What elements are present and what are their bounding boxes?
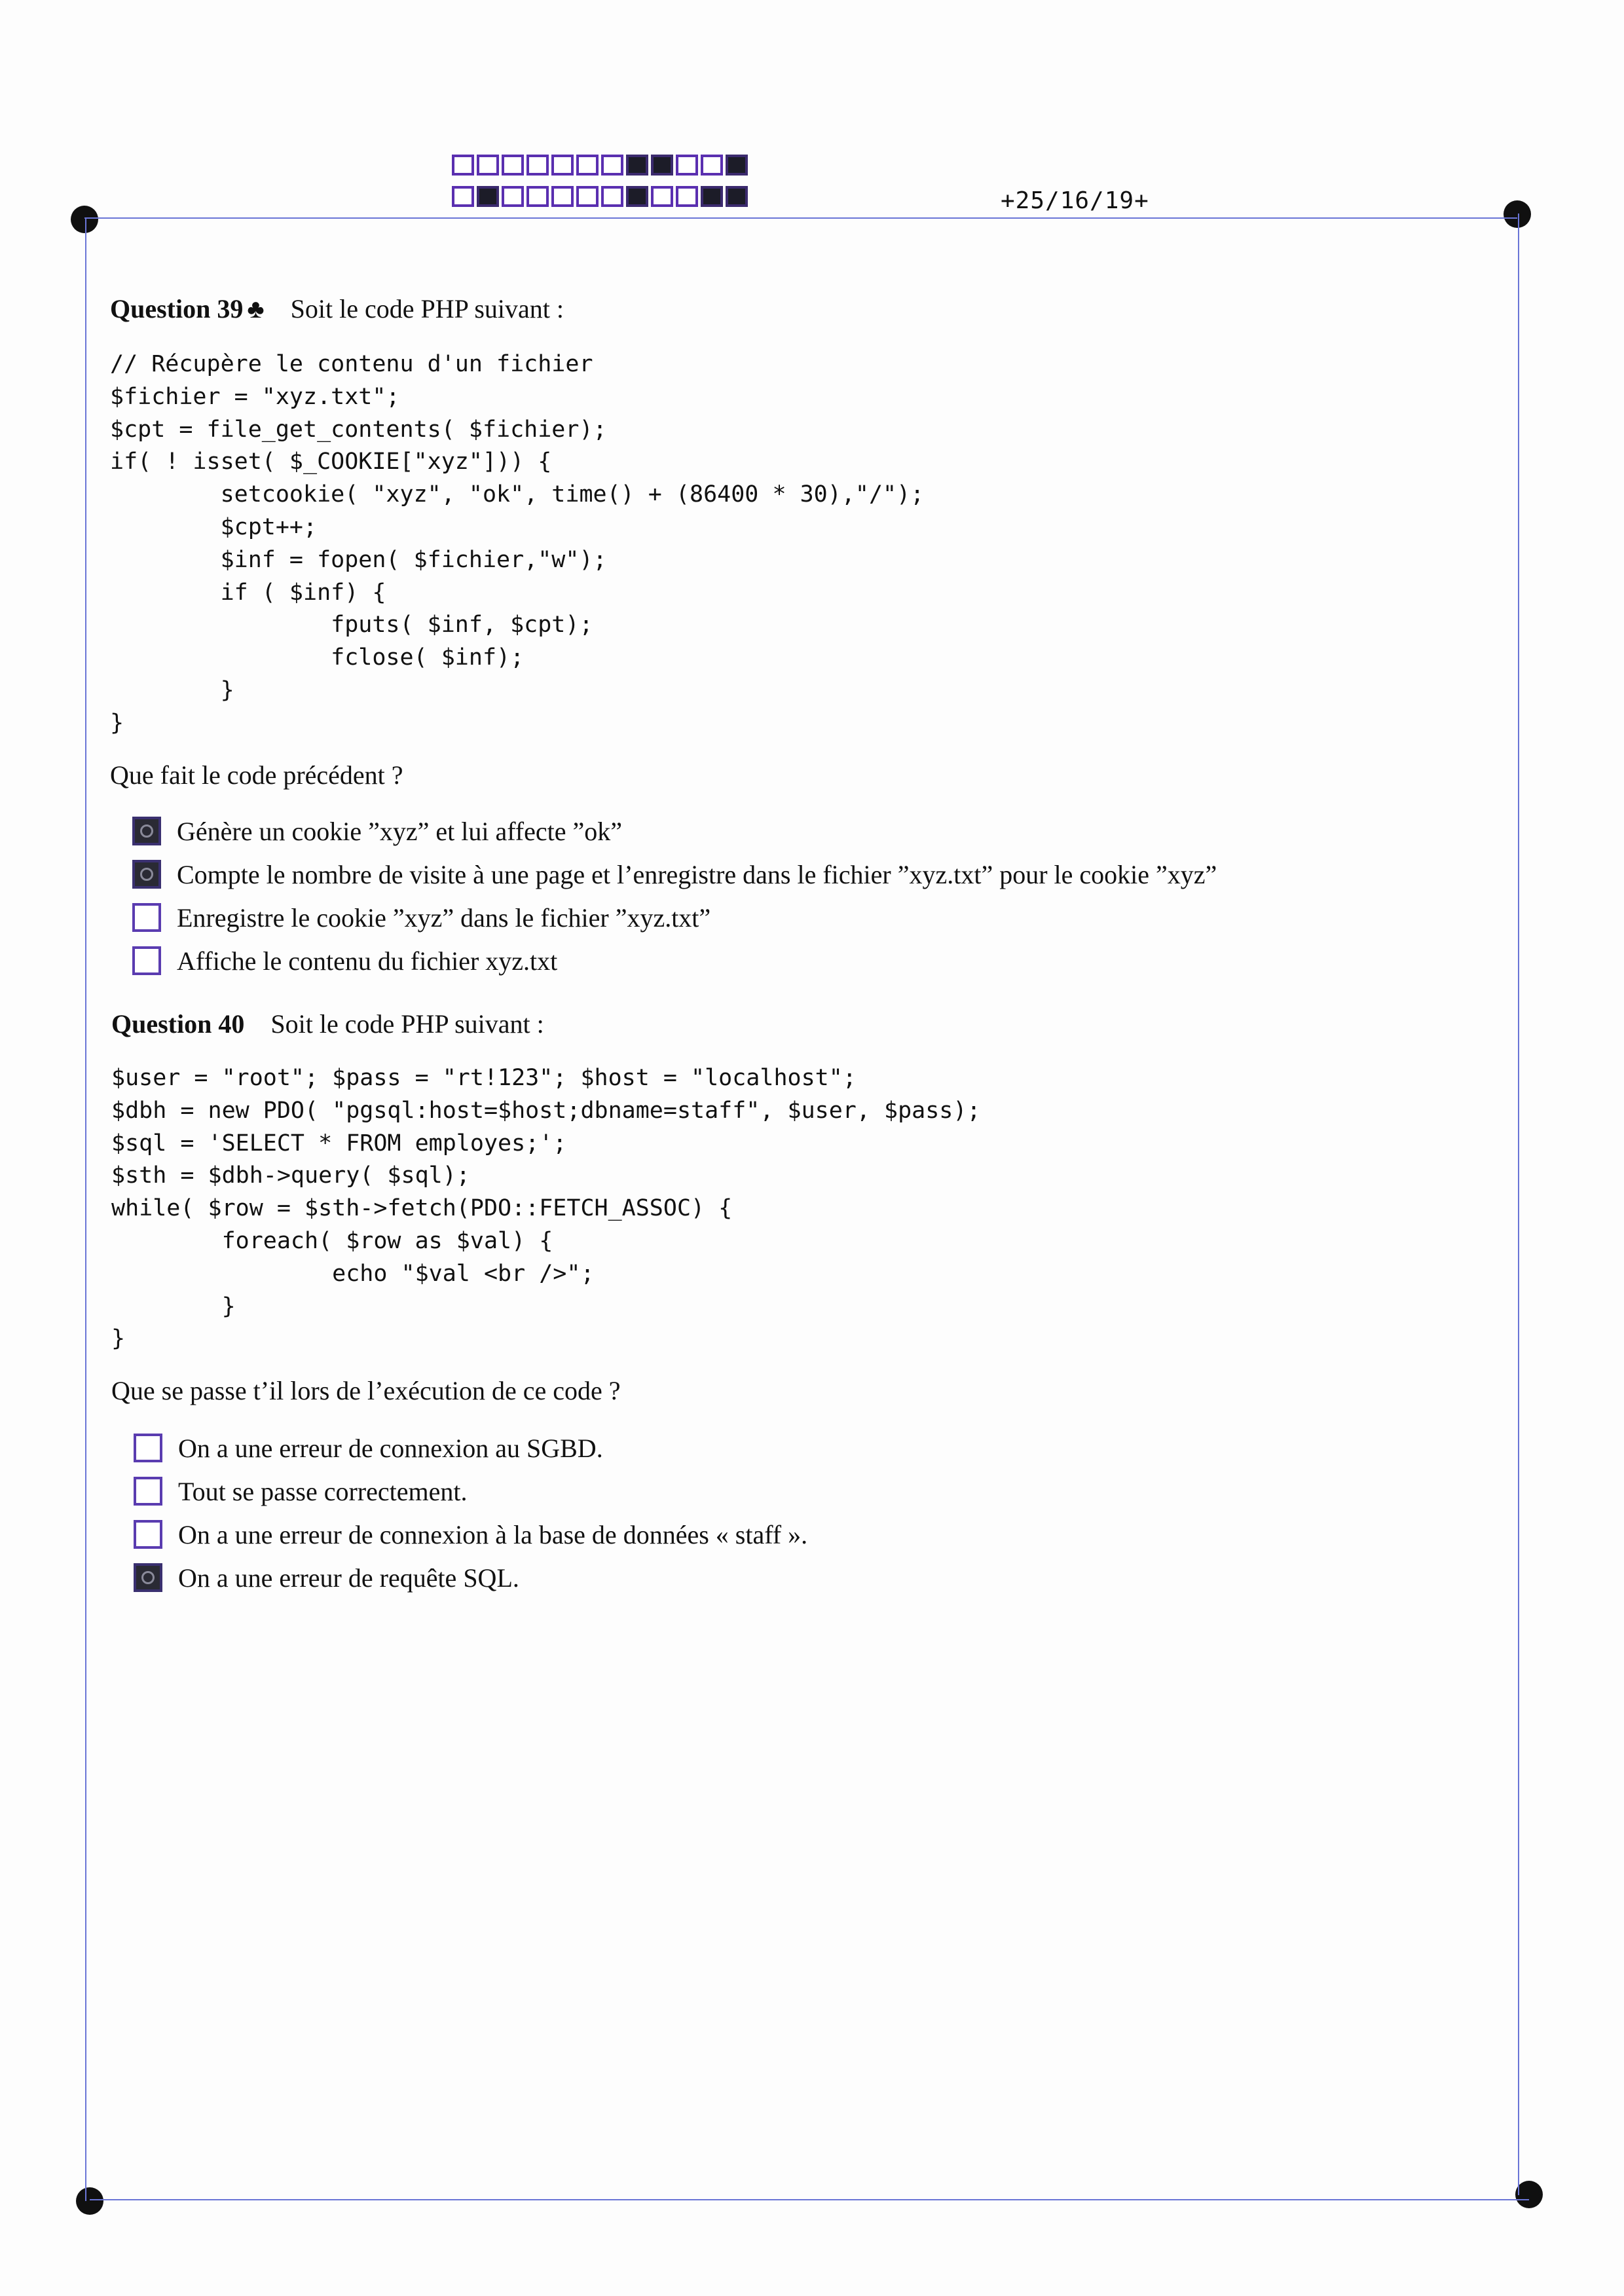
corner-mark-bottom-left xyxy=(76,2187,103,2215)
code-cell xyxy=(502,155,524,176)
code-cell xyxy=(452,155,474,176)
question-39-intro: Soit le code PHP suivant : xyxy=(290,294,564,324)
answer-option[interactable] xyxy=(134,1426,807,1470)
answer-label: Affiche le contenu du fichier xyz.txt xyxy=(177,946,558,976)
frame-left-line xyxy=(85,219,86,2201)
answer-label: Enregistre le cookie ”xyz” dans le fichier ”xyz.txt” xyxy=(177,902,711,933)
answer-option[interactable] xyxy=(134,1513,807,1556)
answer-label: Génère un cookie ”xyz” et lui affecte ”ok” xyxy=(177,816,622,846)
binary-code-row-top xyxy=(452,155,748,176)
question-40-heading xyxy=(111,1009,544,1039)
code-cell xyxy=(701,186,723,207)
binary-code-row-bottom xyxy=(452,186,748,207)
frame-right-line xyxy=(1518,213,1519,2195)
code-cell xyxy=(651,155,673,176)
answer-label: Compte le nombre de visite à une page et l’enregistre dans le fichier ”xyz.txt” pour le cookie ”xyz” xyxy=(177,859,1217,889)
question-40-intro: Soit le code PHP suivant : xyxy=(270,1009,544,1039)
answer-option[interactable] xyxy=(132,939,1217,982)
code-cell xyxy=(626,186,648,207)
code-cell xyxy=(726,186,748,207)
code-cell xyxy=(601,155,623,176)
code-cell xyxy=(477,155,499,176)
question-39-heading xyxy=(110,293,564,324)
code-cell xyxy=(526,155,549,176)
code-cell xyxy=(526,186,549,207)
corner-mark-top-left xyxy=(71,206,98,233)
answer-label: On a une erreur de connexion au SGBD. xyxy=(178,1433,603,1463)
checkbox[interactable] xyxy=(132,946,161,975)
code-cell xyxy=(651,186,673,207)
code-cell xyxy=(601,186,623,207)
code-cell xyxy=(626,155,648,176)
code-cell xyxy=(452,186,474,207)
answer-option[interactable] xyxy=(132,853,1217,896)
corner-mark-bottom-right xyxy=(1515,2181,1543,2208)
club-icon: ♣ xyxy=(247,294,265,324)
sheet-id: +25/16/19+ xyxy=(1001,187,1149,214)
answer-option[interactable] xyxy=(134,1556,807,1599)
code-cell xyxy=(676,186,698,207)
answer-label: Tout se passe correctement. xyxy=(178,1476,468,1506)
answer-option[interactable] xyxy=(132,809,1217,853)
question-40-answers xyxy=(134,1426,807,1599)
question-39-code: // Récupère le contenu d'un fichier $fichier = "xyz.txt"; $cpt = file_get_contents( $fichier); if( ! isset( $_COOKIE["xyz"])) { setcookie( "xyz", "ok", time() + (86400 * 30),"/"); $cpt++; $inf = fopen( $fichier,"w"); if ( $inf) { fputs( $inf, $cpt); fclose( $inf); } } xyxy=(110,351,925,736)
checked-checkbox[interactable] xyxy=(132,817,161,845)
code-cell xyxy=(551,186,574,207)
code-cell xyxy=(576,155,599,176)
frame-bottom-line xyxy=(90,2199,1529,2200)
question-40-code: $user = "root"; $pass = "rt!123"; $host = "localhost"; $dbh = new PDO( "pgsql:host=$host;dbname=staff", $user, $pass); $sql = 'SELECT * FROM employes;'; $sth = $dbh->query( $sql); while( $row = $sth->fetch(PDO::FETCH_ASSOC) { foreach( $row as $val) { echo "$val <br />"; } } xyxy=(111,1065,981,1352)
code-cell xyxy=(576,186,599,207)
code-cell xyxy=(726,155,748,176)
answer-label: On a une erreur de connexion à la base de données « staff ». xyxy=(178,1519,808,1549)
answer-label: On a une erreur de requête SQL. xyxy=(178,1563,519,1593)
checked-checkbox[interactable] xyxy=(132,860,161,889)
question-39-answers xyxy=(132,809,1217,982)
answer-option[interactable] xyxy=(132,896,1217,939)
corner-mark-top-right xyxy=(1504,200,1531,228)
checkbox[interactable] xyxy=(134,1434,162,1462)
question-40-title: Question 40 xyxy=(111,1009,245,1039)
checkbox[interactable] xyxy=(134,1520,162,1549)
question-39-title: Question 39 xyxy=(110,294,244,324)
frame-top-line xyxy=(84,217,1517,219)
answer-option[interactable] xyxy=(134,1470,807,1513)
code-cell xyxy=(477,186,499,207)
code-cell xyxy=(551,155,574,176)
question-39-prompt: Que fait le code précédent ? xyxy=(110,760,403,790)
checked-checkbox[interactable] xyxy=(134,1563,162,1592)
code-cell xyxy=(502,186,524,207)
code-cell xyxy=(701,155,723,176)
question-40-prompt: Que se passe t’il lors de l’exécution de ce code ? xyxy=(111,1376,621,1405)
checkbox[interactable] xyxy=(132,903,161,932)
code-cell xyxy=(676,155,698,176)
checkbox[interactable] xyxy=(134,1477,162,1506)
